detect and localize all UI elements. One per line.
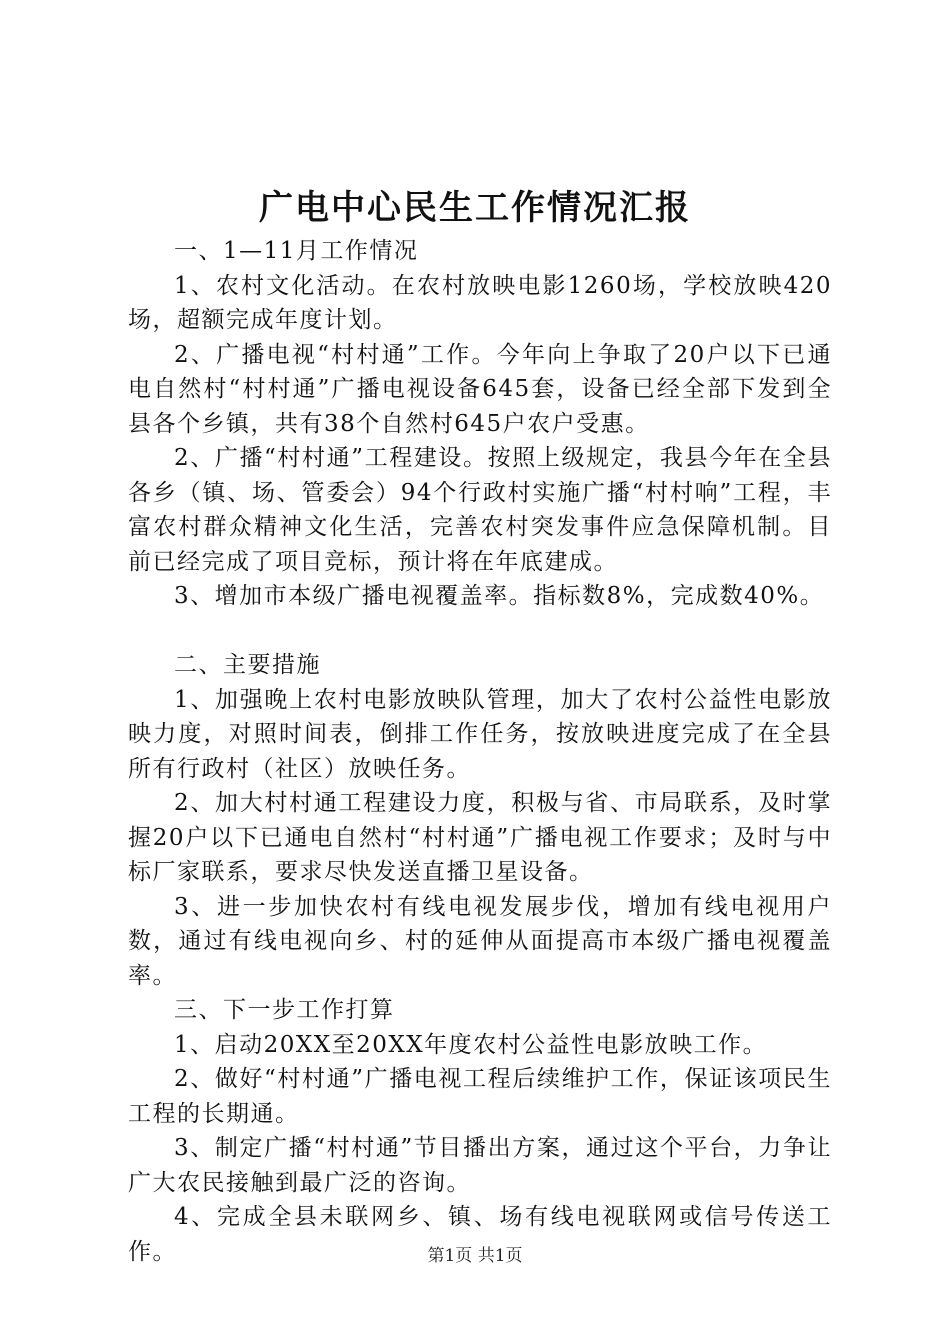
paragraph: 1、农村文化活动。在农村放映电影1260场，学校放映420场，超额完成年度计划。 <box>128 272 832 333</box>
section-heading: 二、主要措施 <box>174 652 321 678</box>
paragraph: 2、做好“村村通”广播电视工程后续维护工作，保证该项民生工程的长期通。 <box>128 1066 832 1127</box>
paragraph: 4、完成全县未联网乡、镇、场有线电视联网或信号传送工作。 <box>128 1204 832 1265</box>
page-footer: 第1页 共1页 <box>427 1246 523 1266</box>
paragraph: 1、启动20XX至20XX年度农村公益性电影放映工作。 <box>174 1031 768 1058</box>
document-body <box>128 234 832 1269</box>
paragraph: 2、广播“村村通”工程建设。按照上级规定，我县今年在全县各乡（镇、场、管委会）94个行政村实施广播“村村响”工程，丰富农村群众精神文化生活，完善农村突发事件应急保障机制。目前已经完成了项目竞标，预计将在年底建成。 <box>128 445 832 575</box>
paragraph: 3、制定广播“村村通”节目播出方案，通过这个平台，力争让广大农民接触到最广泛的咨询。 <box>128 1135 832 1196</box>
document-title: 广电中心民生工作情况汇报 <box>259 188 691 228</box>
section-heading: 一、1—11月工作情况 <box>174 238 419 264</box>
paragraph: 2、广播电视“村村通”工作。今年向上争取了20户以下已通电自然村“村村通”广播电视设备645套，设备已经全部下发到全县各个乡镇，共有38个自然村645户农户受惠。 <box>128 341 832 437</box>
paragraph: 1、加强晚上农村电影放映队管理，加大了农村公益性电影放映力度，对照时间表，倒排工作任务，按放映进度完成了在全县所有行政村（社区）放映任务。 <box>128 686 832 782</box>
section-spacer <box>128 614 832 649</box>
paragraph: 2、加大村村通工程建设力度，积极与省、市局联系，及时掌握20户以下已通电自然村“村村通”广播电视工作要求；及时与中标厂家联系，要求尽快发送直播卫星设备。 <box>128 790 832 885</box>
paragraph: 3、进一步加快农村有线电视发展步伐，增加有线电视用户数，通过有线电视向乡、村的延伸从面提高市本级广播电视覆盖率。 <box>128 893 832 989</box>
paragraph: 3、增加市本级广播电视覆盖率。指标数8%，完成数40%。 <box>174 583 825 609</box>
section-heading: 三、下一步工作打算 <box>174 997 395 1023</box>
